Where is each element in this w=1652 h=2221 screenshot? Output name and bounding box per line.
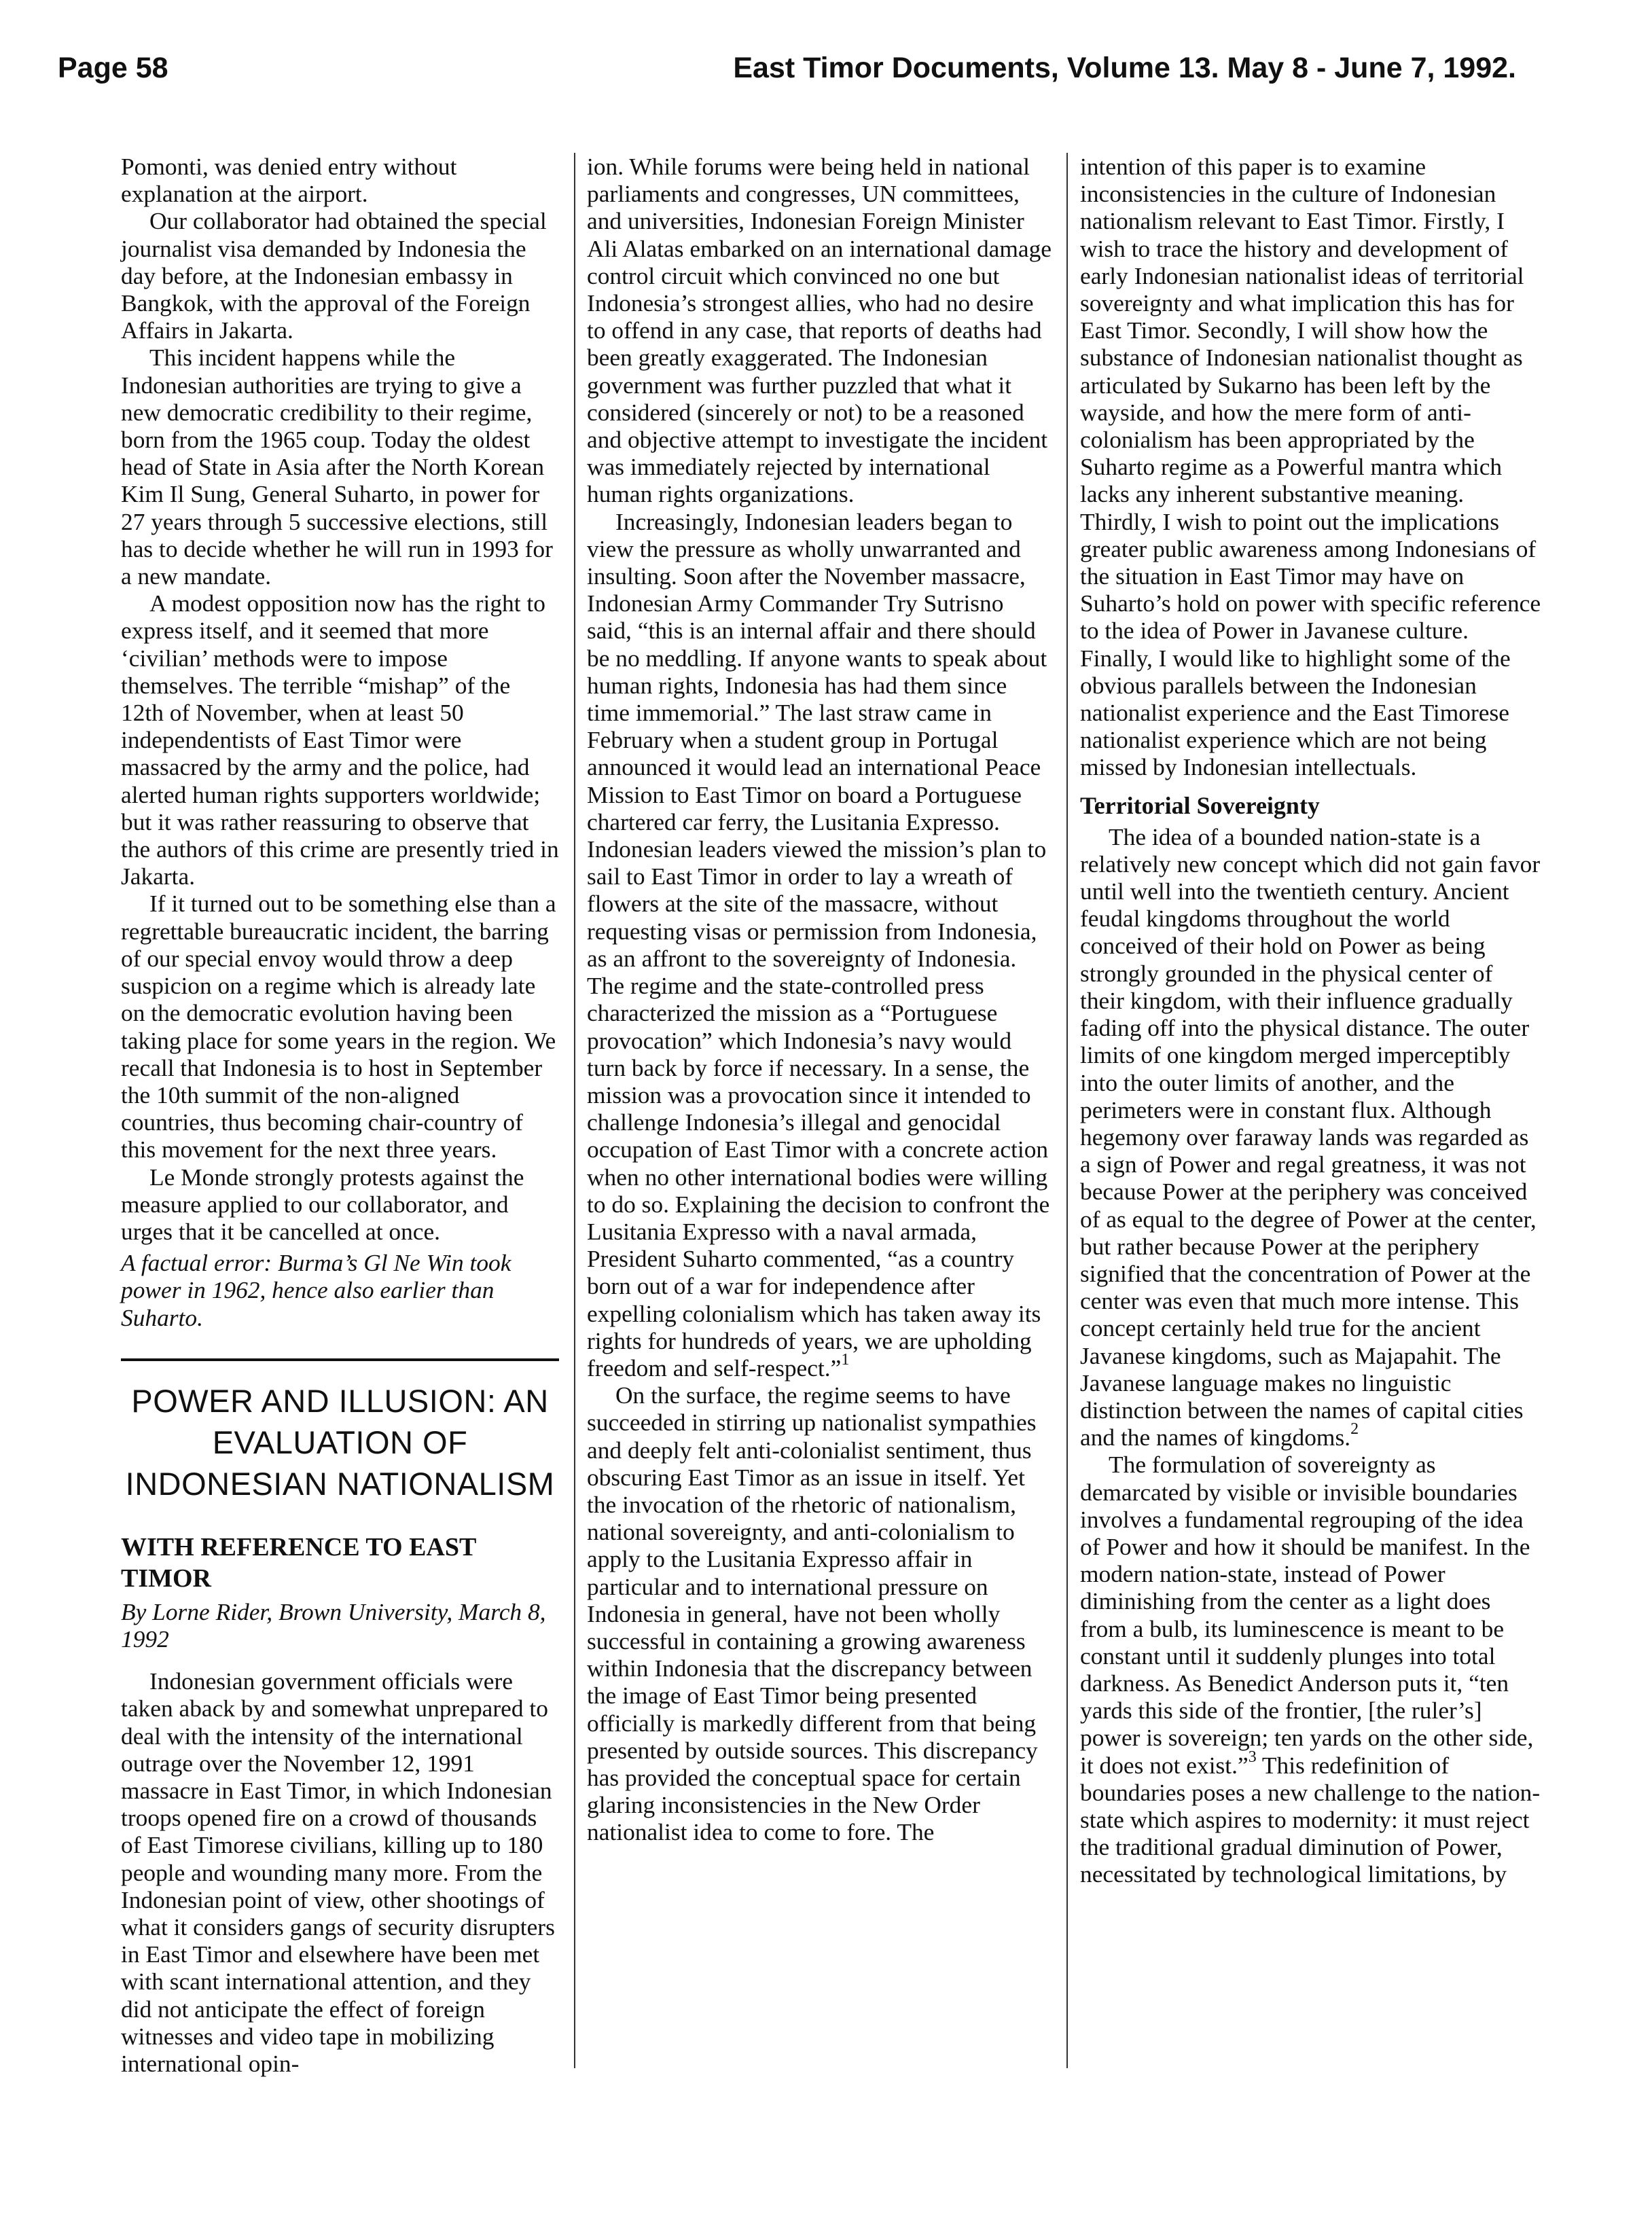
paragraph: [1080, 823, 1542, 1451]
paragraph-text: The idea of a bounded nation-state is a relatively new concept which did not gain favor until well into the twentieth century. Ancient feudal kingdoms throughout the world conceived of their hold on Power as being strongly grounded in the physical center of their kingdom, with their influence gradually fading off into the physical distance. The outer limits of one kingdom merged imperceptibly into the outer limits of another, and the perimeters were in constant flux. Although hegemony over faraway lands was regarded as a sign of Power and regal greatness, it was not because Power at the periphery was conceived of as equal to the degree of Power at the center, but rather because Power at the periphery signified that the concentration of Power at the center was even that much more intense. This concept certainly held true for the ancient Javanese kingdoms, such as Majapahit. The Javanese language makes no linguistic distinction between the names of capital cities and the names of kingdoms.: [1080, 823, 1541, 1451]
paragraph: Le Monde strongly protests against the measure applied to our collaborator, and urges that it be cancelled at once.: [121, 1163, 524, 1245]
paragraph: On the surface, the regime seems to have succeeded in stirring up nationalist sympathies and deeply felt anti-colonialist sentiment, thus obscuring East Timor as an issue in itself. Yet the invocation of the rhetoric of nationalism, national sovereignty, and anti-colonialism to apply to the Lusitania Expresso affair in particular and to international pressure on Indonesia in general, have not been wholly successful in containing a growing awareness within Indonesia that the discrepancy between the image of East Timor being presented officially is markedly different from that being presented by outside sources. This discrepancy has provided the conceptual space for certain glaring inconsistencies in the New Order nationalist idea to come to fore. The: [587, 1382, 1038, 1846]
column-1: [121, 153, 559, 2077]
paragraph: Indonesian government officials were taken aback by and somewhat unprepared to deal with the intensity of the international outrage over the November 12, 1991 massacre in East Timor, in which Indonesian troops opened fire on a crowd of thousands of East Timorese civilians, killing up to 180 people and wounding many more. From the Indonesian point of view, other shootings of what it considers gangs of security disrupters in East Timor and elsewhere have been met with scant international attention, and they did not anticipate the effect of foreign witnesses and video tape in mobilizing international opin-: [121, 1667, 555, 2077]
paragraph-text: The formulation of sovereignty as demarcated by visible or invisible boundaries involves a fundamental regrouping of the idea of Power and how it should be manifest. In the modern nation-state, instead of Power diminishing from the center as a light does from a bulb, its luminescence is meant to be constant until it suddenly plunges into total darkness. As Benedict Anderson puts it, “ten yards this side of the frontier, [the ruler’s] power is sovereign; ten yards on the other side, it does not exist.”: [1080, 1451, 1534, 1779]
paragraph-text: Increasingly, Indonesian leaders began to view the pressure as wholly unwarranted and insulting. Soon after the November massacre, Indonesian Army Commander Try Sutrisno said, “this is an internal affair and there should be no meddling. If anyone wants to speak about human rights, Indonesia has had them since time immemorial.” The last straw came in February when a student group in Portugal announced it would lead an international Peace Mission to East Timor on board a Portuguese chartered car ferry, the Lusitania Expresso. Indonesian leaders viewed the mission’s plan to sail to East Timor in order to lay a wreath of flowers at the site of the massacre, without requesting visas or permission from Indonesia, as an affront to the sovereignty of Indonesia. The regime and the state-controlled press characterized the mission as a “Portuguese provocation” which Indonesia’s navy would turn back by force if necessary. In a sense, the mission was a provocation since it intended to challenge Indonesia’s illegal and genocidal occupation of East Timor with a concrete action when no other international bodies were willing to do so. Explaining the decision to confront the Lusitania Expresso with a naval armada, President Suharto commented, “as a country born out of a war for independence after expelling colonialism which has taken away its rights for hundreds of years, we are upholding freedom and self-respect.”: [587, 507, 1050, 1382]
paragraph: A modest opposition now has the right to express itself, and it seemed that more ‘civilian’ methods were to impose themselves. The terrible “mishap” of the 12th of November, when at least 50 independentists of East Timor were massacred by the army and the police, had alerted human rights supporters worldwide; but it was rather reassuring to observe that the authors of this crime are presently tried in Jakarta.: [121, 590, 559, 890]
column-divider: [1066, 153, 1068, 2068]
paragraph: ion. While forums were being held in national parliaments and congresses, UN committees, and universities, Indonesian Foreign Minister Ali Alatas embarked on an international damage control circuit which convinced no one but Indonesia’s strongest allies, who had no desire to offend in any case, that reports of deaths had been greatly exaggerated. The Indonesian government was further puzzled that what it considered (sincerely or not) to be a reasoned and objective attempt to investigate the incident was immediately rejected by international human rights organizations.: [587, 153, 1052, 508]
paragraph: If it turned out to be something else than a regrettable bureaucratic incident, the barring of our special envoy would throw a deep suspicion on a regime which is already late on the democratic evolution having been taking place for some years in the region. We recall that Indonesia is to host in September the 10th summit of the non-aligned countries, thus becoming chair-country of this movement for the next three years.: [121, 890, 556, 1163]
column-3: [1080, 153, 1542, 1888]
column-2: [587, 153, 1052, 1846]
footnote-marker: 3: [1248, 1748, 1257, 1766]
paragraph: This incident happens while the Indonesian authorities are trying to give a new democratic credibility to their regime, born from the 1965 coup. Today the oldest head of State in Asia after the North Korean Kim Il Sung, General Suharto, in power for 27 years through 5 successive elections, still has to decide whether he will run in 1993 for a new mandate.: [121, 344, 553, 590]
paragraph: Our collaborator had obtained the special journalist visa demanded by Indonesia the day before, at the Indonesian embassy in Bangkok, with the approval of the Foreign Affairs in Jakarta.: [121, 207, 547, 344]
paragraph: Pomonti, was denied entry without explanation at the airport.: [121, 153, 457, 208]
page-number: Page 58: [58, 52, 168, 84]
article-divider: [121, 1358, 559, 1361]
page-header: [0, 0, 1652, 88]
article-subtitle: WITH REFERENCE TO EAST TIMOR: [121, 1532, 476, 1593]
paragraph: [1080, 1451, 1542, 1888]
paragraph-text: This redefinition of boundaries poses a new challenge to the nation-state which aspires to modernity: it must reject the traditional gradual diminution of Power, necessitated by technological limitations, by: [1080, 1751, 1541, 1888]
footnote-marker: 1: [841, 1351, 850, 1369]
section-heading: Territorial Sovereignty: [1080, 791, 1320, 819]
paragraph: [587, 508, 1052, 1382]
byline: By Lorne Rider, Brown University, March 8, 1992: [121, 1597, 546, 1653]
column-divider: [574, 153, 575, 2068]
article-title: POWER AND ILLUSION: AN EVALUATION OF INDONESIAN NATIONALISM: [125, 1382, 555, 1502]
publication-title: East Timor Documents, Volume 13. May 8 - June 7, 1992.: [733, 52, 1516, 84]
erratum-note: A factual error: Burma’s Gl Ne Win took power in 1962, hence also earlier than Suharto.: [121, 1249, 511, 1331]
paragraph: intention of this paper is to examine inconsistencies in the culture of Indonesian nationalism relevant to East Timor. Firstly, I wish to trace the history and development of early Indonesian nationalist ideas of territorial sovereignty and what implication this has for East Timor. Secondly, I will show how the substance of Indonesian nationalist thought as articulated by Sukarno has been left by the wayside, and how the mere form of anti-colonialism has been appropriated by the Suharto regime as a Powerful mantra which lacks any inherent substantive meaning. Thirdly, I wish to point out the implications greater public awareness among Indonesians of the situation in East Timor may have on Suharto’s hold on power with specific reference to the idea of Power in Javanese culture. Finally, I would like to highlight some of the obvious parallels between the Indonesian nationalist experience and the East Timorese nationalist experience which are not being missed by Indonesian intellectuals.: [1080, 153, 1541, 781]
footnote-marker: 2: [1350, 1420, 1359, 1439]
